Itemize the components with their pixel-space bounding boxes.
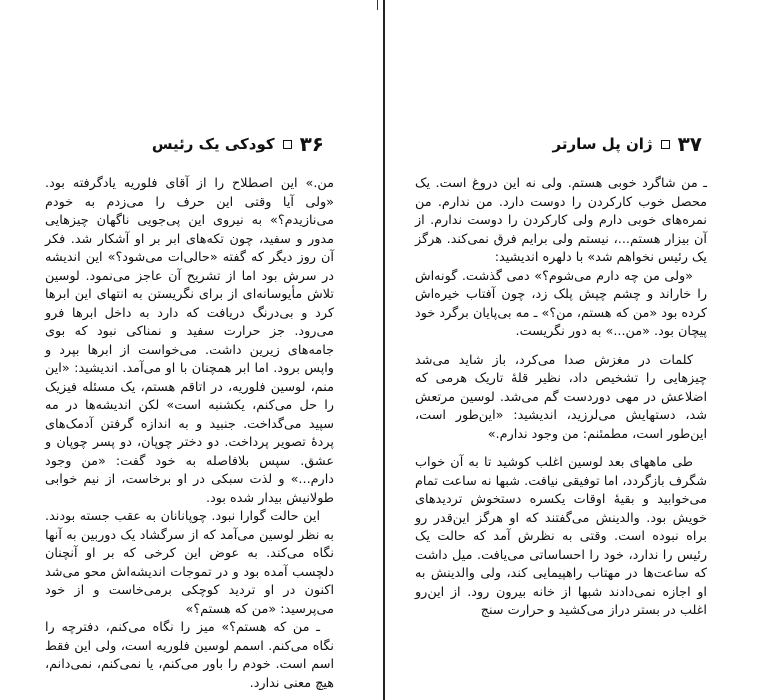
paragraph: «ولی من چه دارم می‌شوم؟» دمی گذشت. گونه‌اش را خاراند و چشم چپش پلک زد، چون آفتاب خیره‌اش کرده بود «من که هستم، من؟» ـ مه بی‌پایان برگرد خود پیچان بود. «من...» به دور نگریست. xyxy=(415,268,707,339)
left-running-head xyxy=(152,132,324,156)
square-separator-icon xyxy=(283,140,292,149)
right-running-head xyxy=(553,132,702,156)
right-page-number: ۳۷ xyxy=(677,132,702,156)
right-body-text xyxy=(415,175,707,621)
paragraph: کلمات در مغزش صدا می‌کرد، باز شاید می‌شد چیزهایی را تشخیص داد، نظیر قلهٔ تاریک هرمی که اضلاعش در مهی دوردست گم می‌شد. لوسین مرتعش شد، دستهایش می‌لرزید، اندیشید: «این‌طور است، این‌طور است، مطمئنم: من وجود ندارم.» xyxy=(415,352,707,442)
left-body-text xyxy=(45,175,334,693)
paragraph: طی ماههای بعد لوسین اغلب کوشید تا به آن خواب شگرف بازگردد، اما توفیقی نیافت. شبها نه ساعت تمام می‌خوابید و بقیهٔ اوقات یکسره دستخوش تردیدهای خویش بود. والدینش می‌گفتند که او هرگز این‌قدر رو براه نبوده است. وقتی به نظرش آمد که حالت یک رئیس را ندارد، خود را احساساتی می‌یافت. میل داشت که ساعت‌ها در مهتاب راهپیمایی کند، ولی والدینش به او اجازه نمی‌دادند شبها از خانه بیرون رود. از این‌رو اغلب در بستر دراز می‌کشید و حرارت سنج xyxy=(415,455,707,618)
paragraph: ـ من شاگرد خوبی هستم. ولی نه این دروغ است. یک محصل خوب کارکردن را دوست دارد. من ندارم. من نمره‌های خوبی دارم ولی کارکردن را دوست ندارم. از آن بیزار هستم...، نیستم ولی برایم فرق نمی‌کند. هرگز یک رئیس نخواهم شد» با دلهره اندیشید: xyxy=(415,176,707,265)
paragraph: این حالت گوارا نبود. چوپانانان به عقب جسته بودند. به نظر لوسین می‌آمد که از سرگشاد یک دوربین به آنها نگاه می‌کند. به عوض این کرخی که بر او آنچنان دلچسب آمده بود و در تموجات اندیشه‌اش محو می‌شد اکنون در او تردید کوچکی برمی‌خاست و از خود می‌پرسید: «من که هستم؟» xyxy=(45,509,334,617)
paragraph: من.» این اصطلاح را از آقای فلوریه یادگرفته بود. «ولی آیا وقتی این حرف را می‌زدم به خودم می‌نازیدم؟» به نیروی این پی‌جویی ناگهان چیزهایی مدور و سفید، چون تکه‌های ابر بر او آشکار شد. فکر آن روز دیگر که گفته «حالی‌ات می‌شود؟» این اندیشه در سرش بود اما از تشریح آن عاجز می‌نمود. لوسین تلاش مأیوسانه‌ای از برای نگریستن به انتهای این ابرها کرد و بی‌درنگ دریافت که دارد به داخل ابرها فرو می‌رود. جز حرارت سفید و نمناکی نبود که بوی جامه‌های زیرین داشت. می‌خواست از ابرها بپرد و واپس برود. اما ابر همچنان با او می‌آمد. اندیشید: «این منم، لوسین فلوریه، در اتاقم هستم، یک مسئله فیزیک را حل می‌کنم، یکشنبه است» لکن اندیشه‌ها در مه سپید می‌گداخت. جنبید و به اندازه گرفتن آدمک‌های پردهٔ تصویر پرداخت. دو دختر چوپان، دو پسر چوپان و عشق. سپس بلافاصله به خود گفت: «من وجود دارم...» و لذت سبکی در او برخاست، از نیم خوابی طولانیش بیدار شده بود. xyxy=(45,176,334,506)
left-running-title: کودکی یک رئیس xyxy=(151,135,275,153)
square-separator-icon xyxy=(661,140,670,149)
right-running-title: ژان پل سارتر xyxy=(552,135,653,153)
paragraph: ـ من که هستم؟» میز را نگاه می‌کنم، دفترچه را نگاه می‌کنم. اسمم لوسین فلوریه است، ولی این فقط اسم است. خودم را باور می‌کنم، یا نمی‌کنم، نمی‌دانم، هیچ معنی ندارد. xyxy=(45,620,334,691)
page-corner-mark xyxy=(377,0,378,10)
left-page-number: ۳۶ xyxy=(299,132,324,156)
right-page xyxy=(385,0,768,700)
